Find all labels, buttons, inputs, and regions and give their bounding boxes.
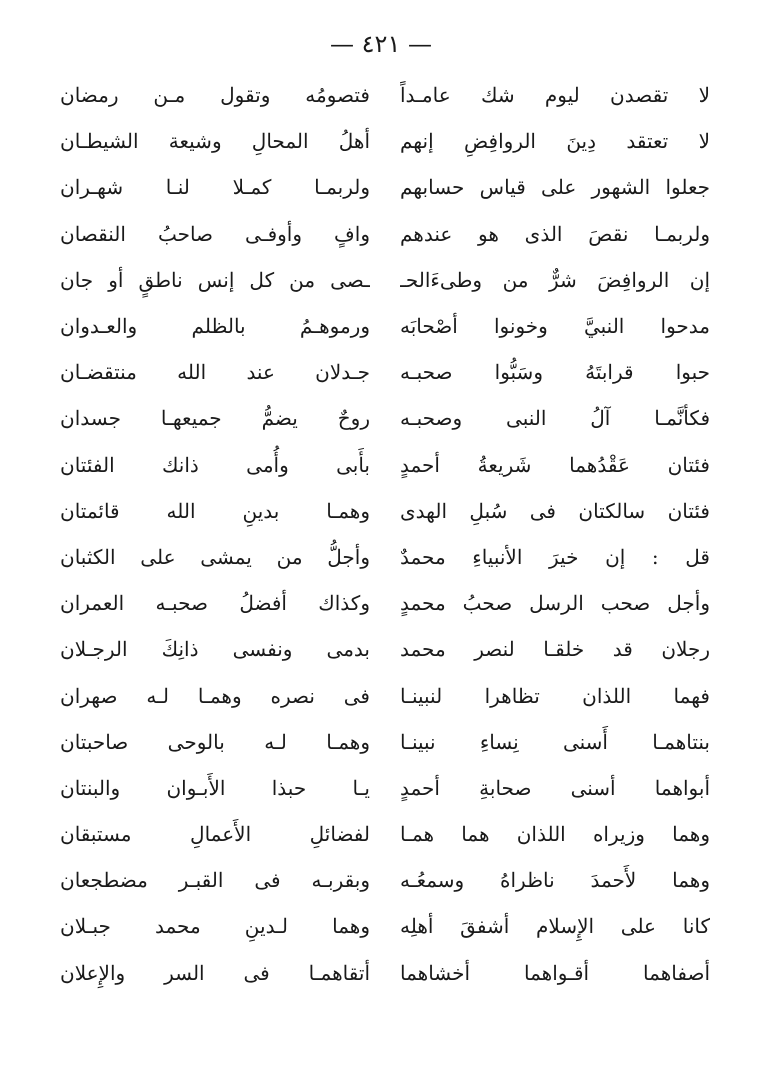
- verse-first-hemistich: قل : إن خيرَ الأنبياءِ محمدٌ: [400, 544, 710, 569]
- verse-line: [60, 395, 710, 441]
- verse-second-hemistich: أتقاهمـا فى السر والإِعلان: [60, 960, 370, 985]
- verse-first-hemistich: وهما وزيراه اللذان هما همـا: [400, 822, 710, 847]
- verse-second-hemistich: ـصى من كل إنس ناطقٍ أو جان: [60, 267, 370, 292]
- verse-line: [60, 626, 710, 672]
- verse-first-hemistich: جعلوا الشهور على قياس حسابهم: [400, 175, 710, 200]
- verse-second-hemistich: ولربمـا كمـلا لنـا شهـران: [60, 175, 370, 200]
- verse-first-hemistich: أصفاهما أقـواهما أخشاهما: [400, 960, 710, 985]
- verse-second-hemistich: أهلُ المحالِ وشيعة الشيطـان: [60, 129, 370, 154]
- verse-line: [60, 580, 710, 626]
- verse-first-hemistich: فئتان عَقْدُهما شَريعةُ أحمدٍ: [400, 452, 710, 477]
- verse-line: [60, 765, 710, 811]
- verse-first-hemistich: كانا على الإِسلام أشفقَ أهلِه: [400, 914, 710, 939]
- verse-line: [60, 164, 710, 210]
- verse-first-hemistich: أبواهما أسنى صحابةِ أحمدٍ: [400, 775, 710, 800]
- verse-line: [60, 257, 710, 303]
- verse-first-hemistich: حبوا قرابتَهُ وسَبُّوا صحبـه: [400, 360, 710, 385]
- verse-second-hemistich: يـا حبذا الأَبـوان والبنتان: [60, 775, 370, 800]
- verse-first-hemistich: فكأنَّمـا آلُ النبى وصحبـه: [400, 406, 710, 431]
- verse-second-hemistich: وهمـا بدينِ الله قائمتان: [60, 498, 370, 523]
- verse-second-hemistich: بدمى ونفسى ذانِكَ الرجـلان: [60, 637, 370, 662]
- verse-second-hemistich: فتصومُه وتقول مـن رمضان: [60, 83, 370, 108]
- verse-first-hemistich: بنتاهمـا أَسنى نِساءِ نبينـا: [400, 729, 710, 754]
- verse-line: [60, 211, 710, 257]
- page-number: — ٤٢١ —: [330, 30, 432, 58]
- verse-first-hemistich: ولربمـا نقصَ الذى هو عندهم: [400, 221, 710, 246]
- verse-second-hemistich: وهما لـدينِ محمد جبـلان: [60, 914, 370, 939]
- verse-second-hemistich: وكذاك أفضلُ صحبـه العمران: [60, 591, 370, 616]
- verse-line: [60, 811, 710, 857]
- verse-second-hemistich: لفضائلِ الأَعمالِ مستبقان: [60, 822, 370, 847]
- verse-second-hemistich: وبقربـه فى القبـر مضطجعان: [60, 868, 370, 893]
- verse-first-hemistich: مدحوا النبيَّ وخونوا أصْحابَه: [400, 314, 710, 339]
- verse-line: [60, 672, 710, 718]
- verse-line: [60, 442, 710, 488]
- verse-second-hemistich: جـدلان عند الله منتقضـان: [60, 360, 370, 385]
- verse-second-hemistich: وافٍ وأوفـى صاحبُ النقصان: [60, 221, 370, 246]
- verse-line: [60, 488, 710, 534]
- verse-line: [60, 349, 710, 395]
- verse-second-hemistich: وأجلُّ من يمشى على الكثبان: [60, 544, 370, 569]
- verse-first-hemistich: فهما اللذان تظاهرا لنبينـا: [400, 683, 710, 708]
- verse-first-hemistich: وأجل صحب الرسل صحبُ محمدٍ: [400, 591, 710, 616]
- verse-line: [60, 719, 710, 765]
- verse-line: [60, 950, 710, 996]
- verse-first-hemistich: فئتان سالكتان فى سُبلِ الهدى: [400, 498, 710, 523]
- verse-second-hemistich: ورموهـمُ بالظلم والعـدوان: [60, 314, 370, 339]
- verse-second-hemistich: فى نصره وهمـا لـه صهران: [60, 683, 370, 708]
- verse-second-hemistich: بأَبى وأُمى ذانك الفئتان: [60, 452, 370, 477]
- verse-first-hemistich: لا تقصدن ليوم شك عامـداً: [400, 83, 710, 108]
- verse-line: [60, 118, 710, 164]
- verse-line: [60, 303, 710, 349]
- verse-first-hemistich: لا تعتقد دِينَ الروافِضِ إنهم: [400, 129, 710, 154]
- verse-second-hemistich: روحٌ يضمُّ جميعهـا جسدان: [60, 406, 370, 431]
- verse-line: [60, 72, 710, 118]
- verse-line: [60, 534, 710, 580]
- verse-first-hemistich: رجلان قد خلقـا لنصر محمد: [400, 637, 710, 662]
- verse-second-hemistich: وهمـا لـه بالوحى صاحبتان: [60, 729, 370, 754]
- poem-verses: [60, 72, 710, 996]
- verse-line: [60, 857, 710, 903]
- verse-first-hemistich: وهما لأَحمدَ ناظراهُ وسمعُـه: [400, 868, 710, 893]
- verse-line: [60, 903, 710, 949]
- verse-first-hemistich: إن الروافِضَ شرٌّ من وطىءَالحـ: [400, 267, 710, 292]
